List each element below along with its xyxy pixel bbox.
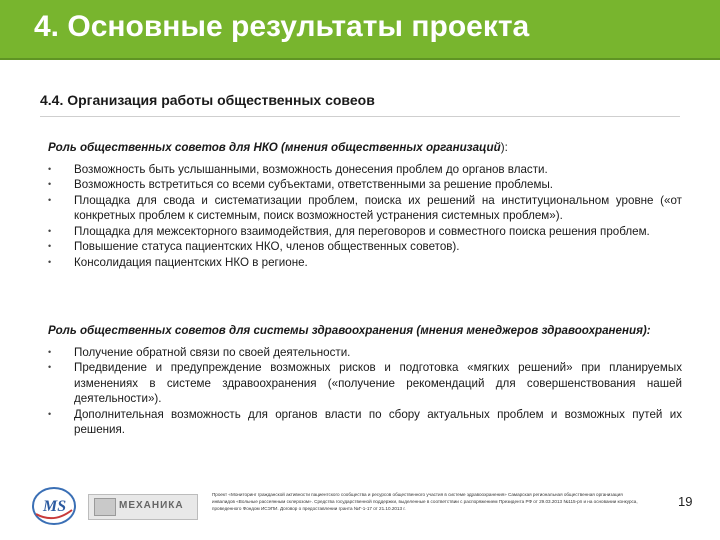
bullet-icon: • (48, 163, 52, 174)
header-divider (0, 58, 720, 60)
page-title: 4. Основные результаты проекта (34, 10, 530, 43)
list-item: • Дополнительная возможность для органов власти по сбору актуальных проблем и возможных путей их решения. (48, 407, 682, 436)
header-bar (0, 0, 720, 60)
mechanika-mark-icon (94, 498, 116, 516)
bullet-icon: • (48, 225, 52, 236)
ms-logo (30, 484, 78, 528)
list-item: • Возможность быть услышанными, возможность донесения проблем до органов власти. (48, 162, 548, 176)
ngo-role-list (48, 162, 682, 271)
bullet-icon: • (48, 194, 52, 205)
list-item: • Возможность встретиться со всеми субъектами, ответственными за решение проблемы. (48, 178, 554, 191)
bullet-icon: • (48, 408, 52, 419)
ngo-role-section (48, 140, 682, 270)
ngo-role-heading-text: Роль общественных советов для НКО (мнения общественных организаций (48, 141, 501, 154)
healthcare-role-list (48, 345, 682, 438)
bullet-icon: • (48, 256, 52, 267)
list-item: • Площадка для свода и систематизации проблем, поиска их решений на институциональном уровне («от конкретных проблем к системным, поиск возможностей устранения системных проблем»). (48, 193, 682, 222)
section-subtitle (40, 92, 680, 117)
healthcare-role-section (48, 323, 682, 438)
ngo-role-heading (48, 140, 682, 156)
bullet-icon: • (48, 362, 52, 372)
list-item: • Консолидация пациентских НКО в регионе. (48, 255, 308, 269)
mechanika-logo (88, 494, 198, 520)
bullet-icon: • (48, 241, 52, 251)
list-item: • Площадка для межсекторного взаимодействия, для переговоров и совместного поиска решения проблем. (48, 224, 650, 238)
page-number: 19 (678, 494, 693, 509)
list-item: • Повышение статуса пациентских НКО, членов общественных советов). (48, 240, 460, 253)
svg-text:MS: MS (43, 498, 67, 515)
subtitle-divider (40, 116, 680, 117)
list-item: • Предвидение и предупреждение возможных рисков и подготовка «мягких решений» при планируемых изменениях в системе здравоохранения («получение рекомендаций для совершенствования нашей деятельности»). (48, 361, 682, 405)
subtitle-text: 4.4. Организация работы общественных совеов (40, 92, 375, 108)
list-item: • Получение обратной связи по своей деятельности. (48, 345, 351, 359)
bullet-icon: • (48, 346, 52, 357)
healthcare-role-heading: Роль общественных советов для системы здравоохранения (мнения менеджеров здравоохранения): (48, 324, 651, 337)
bullet-icon: • (48, 179, 52, 189)
mechanika-logo-text: МЕХАНИКА (119, 500, 184, 511)
ngo-role-heading-rest: ): (500, 141, 508, 154)
grant-disclaimer: Проект «Мониторинг гражданской активности пациентского сообщества и ресурсов общественного участия в системе здравоохранения» Самарская региональная общественная организация инвалидов «Вольные рассеянным склерозом». Средства государственной поддержки, выделенные в соответствии с распоряжением Президента РФ от 29.03.2013 №115-рп и на основании конкурса, проведенного Фондом ИСЭПИ. Договор о предоставлении гранта №Г-1-17 от 21.10.2013 г. (212, 492, 638, 511)
